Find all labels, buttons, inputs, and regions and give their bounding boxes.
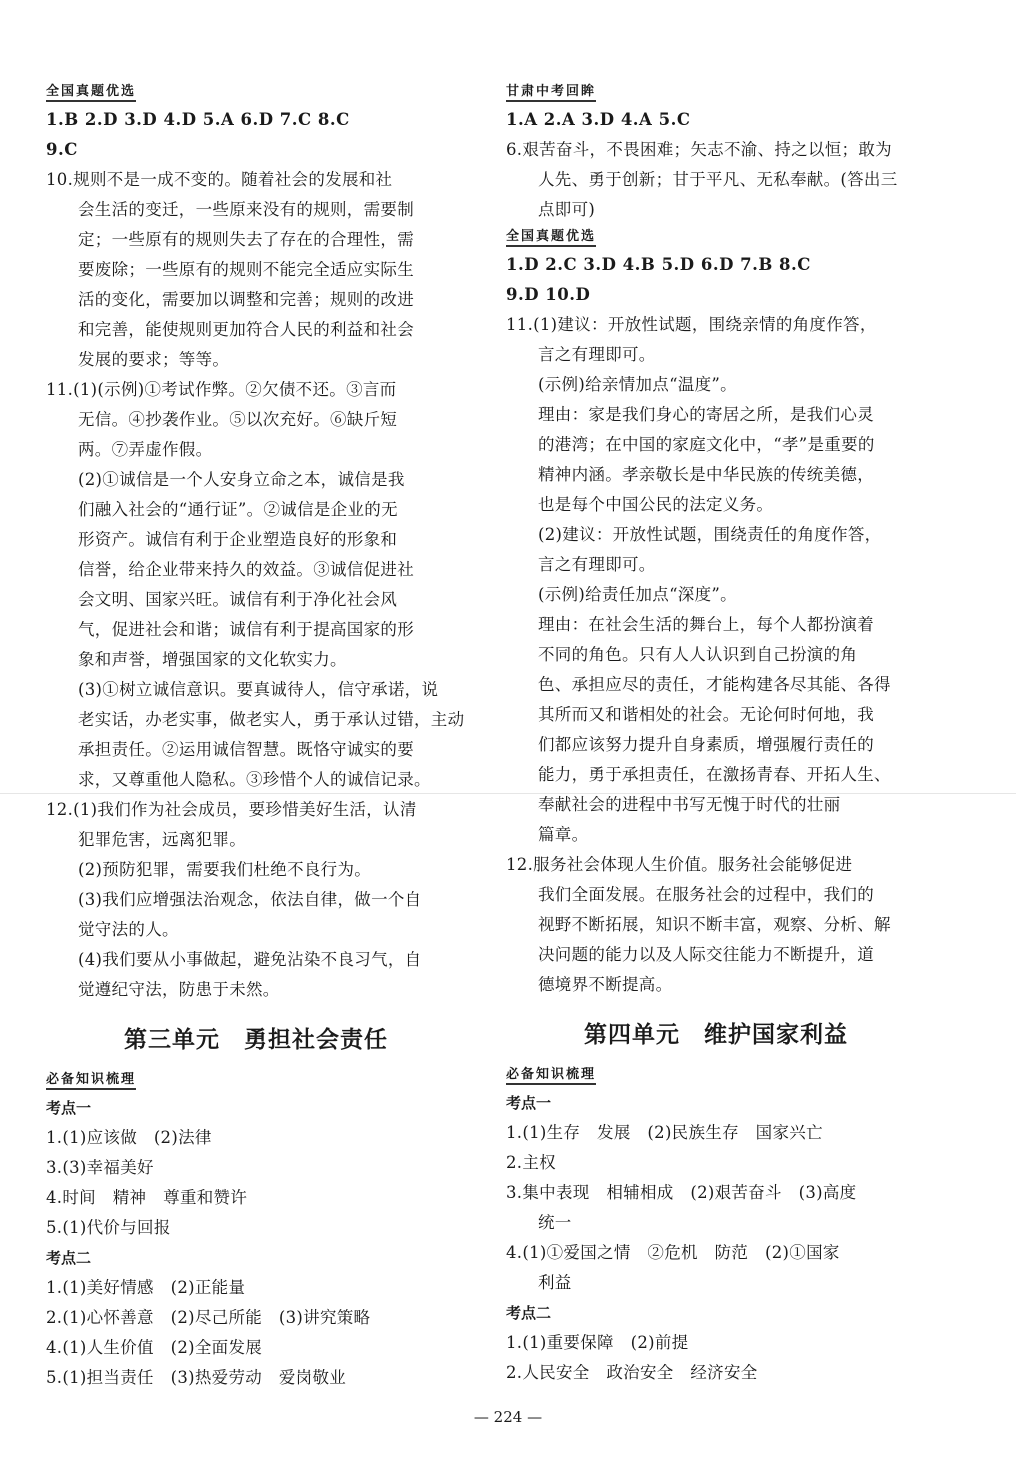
kaodian-line: 3.(3)幸福美好: [46, 1158, 154, 1177]
answer-line: 篇章。: [538, 825, 589, 844]
answer-line: 犯罪危害，远离犯罪。: [78, 830, 246, 849]
answer-line: 老实话，办老实事，做老实人，勇于承认过错，主动: [78, 710, 465, 729]
mc-answers-line-1: 1.B 2.D 3.D 4.D 5.A 6.D 7.C 8.C: [46, 110, 350, 129]
kaodian-line: 4.时间 精神 尊重和赞许: [46, 1188, 248, 1207]
answer-line: (2)预防犯罪，需要我们杜绝不良行为。: [78, 860, 372, 879]
answer-line: 决问题的能力以及人际交往能力不断提升，道: [538, 945, 874, 964]
answer-line: 言之有理即可。: [538, 345, 656, 364]
answer-line: 觉遵纪守法，防患于未然。: [78, 980, 280, 999]
kaodian-line: 5.(1)担当责任 (3)热爱劳动 爱岗敬业: [46, 1368, 347, 1387]
answer-line: 形资产。诚信有利于企业塑造良好的形象和: [78, 530, 398, 549]
answer-line: 10.规则不是一成不变的。随着社会的发展和社: [46, 170, 393, 189]
section-title-knowledge: 必备知识梳理: [46, 1068, 136, 1090]
left-column: [46, 80, 466, 1393]
answer-line: 觉守法的人。: [78, 920, 179, 939]
answer-line: 视野不断拓展，知识不断丰富，观察、分析、解: [538, 915, 891, 934]
answer-line: 能力，勇于承担责任，在激扬青春、开拓人生、: [538, 765, 891, 784]
section-title-gansu: 甘肃中考回眸: [506, 80, 596, 102]
right-column: [506, 80, 926, 1388]
answer-line: 我们全面发展。在服务社会的过程中，我们的: [538, 885, 874, 904]
question-12: [506, 850, 926, 1000]
kaodian-line: 4.(1)①爱国之情 ②危机 防范 (2)①国家: [506, 1243, 840, 1262]
kaodian-line: 利益: [538, 1273, 572, 1292]
answer-line: 点即可): [538, 200, 596, 219]
answer-line: 信誉，给企业带来持久的效益。③诚信促进社: [78, 560, 414, 579]
answer-line: 其所而又和谐相处的社会。无论何时何地，我: [538, 705, 874, 724]
answer-line: 理由：在社会生活的舞台上，每个人都扮演着: [538, 615, 874, 634]
kaodian-line: 2.主权: [506, 1153, 556, 1172]
kaodian-line: 2.人民安全 政治安全 经济安全: [506, 1363, 758, 1382]
question-6: [506, 135, 926, 225]
answer-line: 要废除；一些原有的规则不能完全适应实际生: [78, 260, 414, 279]
question-10: [46, 165, 466, 375]
answer-line: 求，又尊重他人隐私。③珍惜个人的诚信记录。: [78, 770, 431, 789]
mc-answers-line-2: 9.C: [46, 140, 78, 159]
section-title-quanguo: 全国真题优选: [506, 225, 596, 247]
kaodian-line: 5.(1)代价与回报: [46, 1218, 171, 1237]
answer-line: 象和声誉，增强国家的文化软实力。: [78, 650, 347, 669]
answer-line: (3)我们应增强法治观念，依法自律，做一个自: [78, 890, 422, 909]
kaodian-line: 1.(1)应该做 (2)法律: [46, 1128, 212, 1147]
mc-answers-line-1: 1.A 2.A 3.D 4.A 5.C: [506, 110, 691, 129]
answer-line: (示例)给亲情加点“温度”。: [538, 375, 737, 394]
question-11: [46, 375, 466, 795]
kaodian-1-heading: 考点一: [506, 1094, 552, 1112]
answer-line: 的港湾；在中国的家庭文化中，“孝”是重要的: [538, 435, 875, 454]
question-12: [46, 795, 466, 1005]
answer-line: 活的变化，需要加以调整和完善；规则的改进: [78, 290, 414, 309]
answer-line: 两。⑦弄虚作假。: [78, 440, 213, 459]
answer-line: (4)我们要从小事做起，避免沾染不良习气，自: [78, 950, 422, 969]
question-11: [506, 310, 926, 850]
answer-line: (示例)给责任加点“深度”。: [538, 585, 737, 604]
answer-line: 奉献社会的进程中书写无愧于时代的壮丽: [538, 795, 841, 814]
kaodian-line: 3.集中表现 相辅相成 (2)艰苦奋斗 (3)高度: [506, 1183, 857, 1202]
kaodian-line: 1.(1)美好情感 (2)正能量: [46, 1278, 246, 1297]
answer-line: 承担责任。②运用诚信智慧。既恪守诚实的要: [78, 740, 414, 759]
answer-line: (3)①树立诚信意识。要真诚待人，信守承诺，说: [78, 680, 439, 699]
answer-line: 定；一些原有的规则失去了存在的合理性，需: [78, 230, 414, 249]
page-number: — 224 —: [473, 1408, 543, 1426]
answer-line: 无信。④抄袭作业。⑤以次充好。⑥缺斤短: [78, 410, 398, 429]
section-title-knowledge: 必备知识梳理: [506, 1063, 596, 1085]
answer-line: 色、承担应尽的责任，才能构建各尽其能、各得: [538, 675, 891, 694]
unit-title-3: 第三单元 勇担社会责任: [124, 1027, 388, 1053]
kaodian-line: 2.(1)心怀善意 (2)尽己所能 (3)讲究策略: [46, 1308, 371, 1327]
answer-line: 不同的角色。只有人人认识到自己扮演的角: [538, 645, 858, 664]
kaodian-line: 4.(1)人生价值 (2)全面发展: [46, 1338, 263, 1357]
unit-title-4: 第四单元 维护国家利益: [584, 1022, 848, 1048]
kaodian-2-heading: 考点二: [46, 1249, 92, 1267]
answer-line: 6.艰苦奋斗，不畏困难；矢志不渝、持之以恒；敢为: [506, 140, 892, 159]
answer-line: 气，促进社会和谐；诚信有利于提高国家的形: [78, 620, 414, 639]
answer-line: 德境界不断提高。: [538, 975, 673, 994]
answer-line: 精神内涵。孝亲敬长是中华民族的传统美德，: [538, 465, 874, 484]
answer-line: 会生活的变迁，一些原来没有的规则，需要制: [78, 200, 414, 219]
answer-line: (2)①诚信是一个人安身立命之本，诚信是我: [78, 470, 405, 489]
answer-line: 发展的要求；等等。: [78, 350, 230, 369]
answer-line: 11.(1)建议：开放性试题，围绕亲情的角度作答，: [506, 315, 877, 334]
kaodian-line: 统一: [538, 1213, 572, 1232]
answer-line: 会文明、国家兴旺。诚信有利于净化社会风: [78, 590, 398, 609]
answer-line: 言之有理即可。: [538, 555, 656, 574]
answer-line: 们融入社会的“通行证”。②诚信是企业的无: [78, 500, 398, 519]
kaodian-line: 1.(1)生存 发展 (2)民族生存 国家兴亡: [506, 1123, 823, 1142]
answer-line: 也是每个中国公民的法定义务。: [538, 495, 774, 514]
kaodian-line: 1.(1)重要保障 (2)前提: [506, 1333, 689, 1352]
answer-line: 人先、勇于创新；甘于平凡、无私奉献。(答出三: [538, 170, 898, 189]
kaodian-1-heading: 考点一: [46, 1099, 92, 1117]
answer-line: 12.服务社会体现人生价值。服务社会能够促进: [506, 855, 853, 874]
mc-answers-line-3: 9.D 10.D: [506, 285, 591, 304]
kaodian-2-heading: 考点二: [506, 1304, 552, 1322]
answer-line: 理由：家是我们身心的寄居之所，是我们心灵: [538, 405, 874, 424]
mc-answers-line-2: 1.D 2.C 3.D 4.B 5.D 6.D 7.B 8.C: [506, 255, 811, 274]
answer-line: (2)建议：开放性试题，围绕责任的角度作答，: [538, 525, 882, 544]
answer-line: 们都应该努力提升自身素质，增强履行责任的: [538, 735, 874, 754]
answer-line: 12.(1)我们作为社会成员，要珍惜美好生活，认清: [46, 800, 417, 819]
section-title-quanguo: 全国真题优选: [46, 80, 136, 102]
answer-line: 11.(1)(示例)①考试作弊。②欠债不还。③言而: [46, 380, 397, 399]
answer-line: 和完善，能使规则更加符合人民的利益和社会: [78, 320, 414, 339]
